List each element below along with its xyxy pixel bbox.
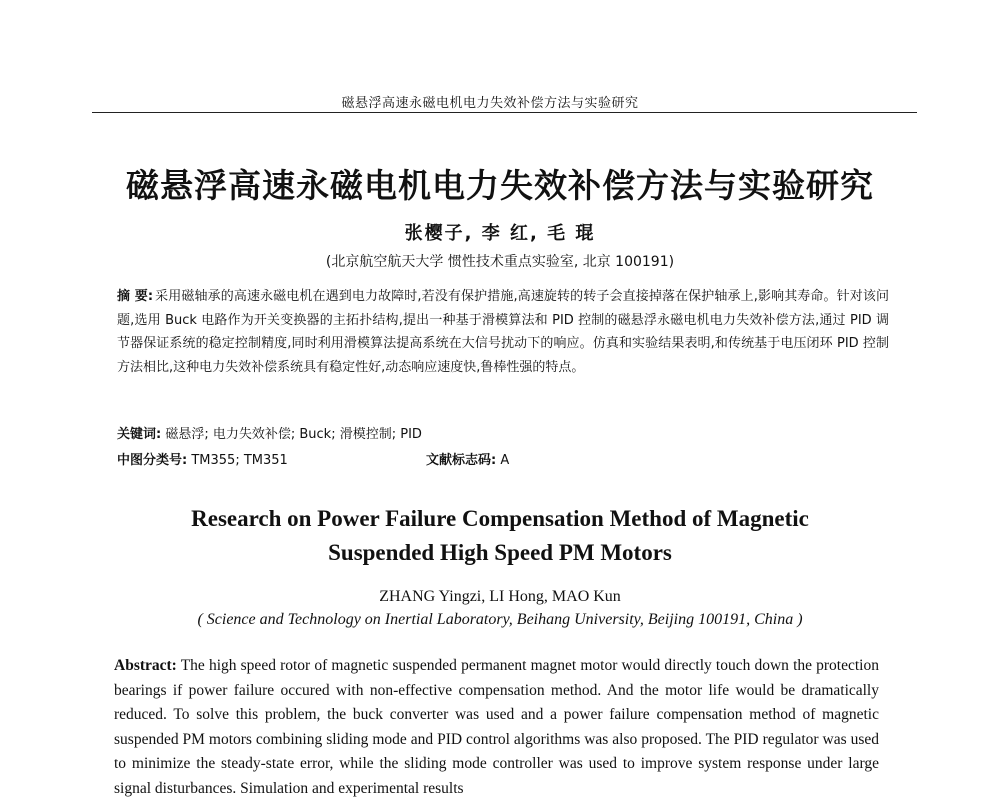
keywords-text: 磁悬浮; 电力失效补偿; Buck; 滑模控制; PID [165,427,422,442]
chinese-keywords [117,423,889,442]
class-number-value: TM355; TM351 [191,453,288,468]
header-rule [92,112,917,113]
english-title-line-1: Research on Power Failure Compensation Method of Magnetic [191,506,809,531]
chinese-abstract-label: 摘 要: [117,289,154,304]
english-abstract [114,654,879,801]
english-abstract-text: The high speed rotor of magnetic suspended permanent magnet motor would directly touch down the protection bearings if power failure occured with non-effective compensation method. And the motor life would be dramatically reduced. To solve this problem, the buck converter was used and a power failure compensation method of magnetic suspended PM motors combining sliding mode and PID control algorithms was also proposed. The PID regulator was used to minimize the steady-state error, while the sliding mode controller was used to improve system response under large signal disturbances. Simulation and experimental results [114,657,879,797]
english-authors: ZHANG Yingzi, LI Hong, MAO Kun [379,588,621,605]
class-number-label: 中图分类号: [117,453,188,468]
english-title [0,502,1000,570]
english-title-line-2: Suspended High Speed PM Motors [328,540,672,565]
running-header: 磁悬浮高速永磁电机电力失效补偿方法与实验研究 [341,96,639,111]
keywords-label: 关键词: [117,427,162,442]
chinese-authors: 张樱子, 李 红, 毛 琨 [404,223,596,244]
chinese-affiliation: (北京航空航天大学 惯性技术重点实验室, 北京 100191) [325,254,675,270]
chinese-abstract-text: 采用磁轴承的高速永磁电机在遇到电力故障时,若没有保护措施,高速旋转的转子会直接掉落在保护轴承上,影响其寿命。针对该问题,选用 Buck 电路作为开关变换器的主拓扑结构,提出一种基于滑模算法和 PID 控制的磁悬浮永磁电机电力失效补偿方法,通过 PID 调节器保证系统的稳定控制精度,同时利用滑模算法提高系统在大信号扰动下的响应。仿真和实验结果表明,和传统基于电压闭环 PID 控制方法相比,这种电力失效补偿系统具有稳定性好,动态响应速度快,鲁棒性强的特点。 [117,289,889,375]
classification-row [117,449,889,468]
document-code [426,449,509,468]
document-code-label: 文献标志码: [426,453,497,468]
english-abstract-label: Abstract: [114,657,177,674]
chinese-abstract [117,285,889,379]
chinese-title: 磁悬浮高速永磁电机电力失效补偿方法与实验研究 [126,166,874,205]
english-affiliation: ( Science and Technology on Inertial Laboratory, Beihang University, Beijing 100191, China ) [197,611,803,628]
document-code-value: A [500,453,510,468]
